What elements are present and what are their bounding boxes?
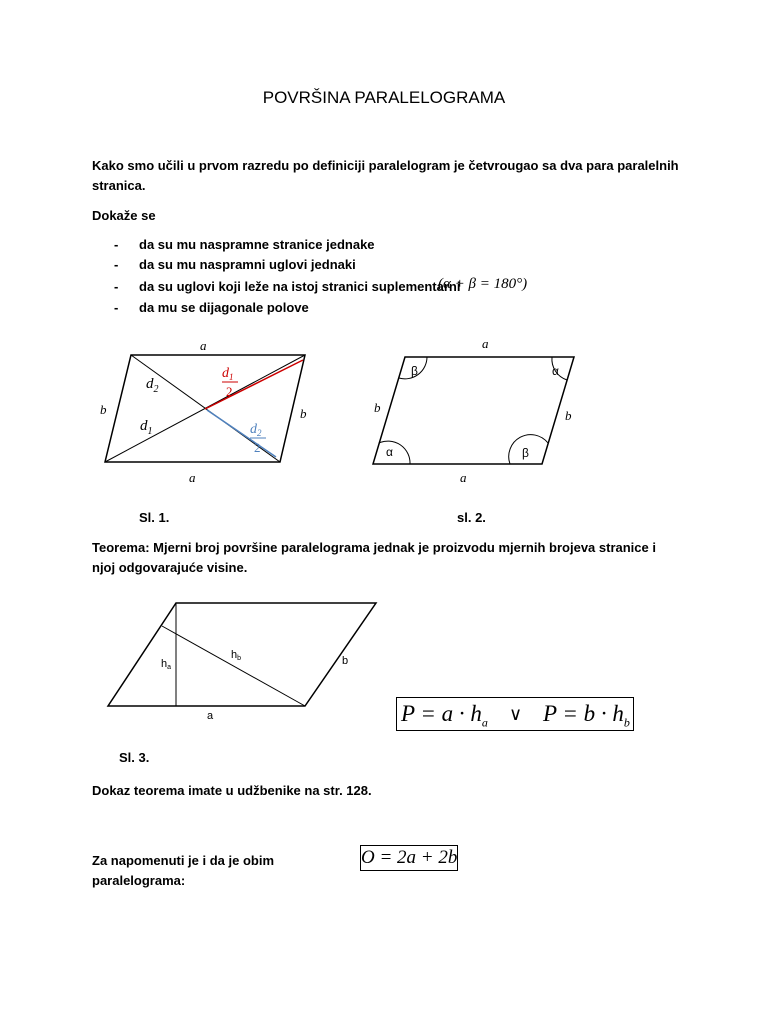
fig3-label-hb: hb — [231, 649, 242, 662]
fig1-side-a-top: a — [200, 338, 207, 353]
fig3-parallelogram — [108, 603, 376, 706]
area-formula-box — [396, 697, 634, 731]
perimeter-formula-box: O = 2a + 2b — [360, 845, 458, 871]
proof-note: Dokaz teorema imate u udžbenike na str. 128. — [92, 783, 372, 798]
bullet-dash: - — [114, 300, 119, 315]
svg-text:d2: $d_2$ — [250, 422, 262, 438]
fig2-label-alpha-1: α — [552, 364, 559, 378]
svg-text:2: 2 — [254, 440, 261, 455]
figure-1-diagonals — [0, 330, 340, 500]
bullet-dash: - — [114, 237, 119, 252]
bullet-item: da su uglovi koji leže na istoj stranici suplementarni — [139, 279, 461, 294]
fig2-arc-alpha-bottom-left — [379, 441, 410, 464]
supplementary-formula: (α + β = 180°) — [438, 276, 528, 292]
figure-3-heights — [95, 590, 385, 725]
fig1-side-b-left: b — [100, 402, 107, 417]
fig1-side-a-bottom: a — [189, 470, 196, 485]
figure-2-caption: sl. 2. — [457, 510, 486, 525]
bullet-dash: - — [114, 257, 119, 272]
or-symbol: ∨ — [509, 704, 523, 724]
bullet-item: da su mu naspramne stranice jednake — [139, 237, 375, 252]
fig2-parallelogram — [373, 357, 574, 464]
figure-1-caption: Sl. 1. — [139, 510, 170, 525]
area-formula-part-1: $P = a \cdot h_a$ — [401, 701, 488, 730]
fig1-label-d1: $d_1$ — [140, 418, 153, 437]
figure-2-angles — [360, 330, 590, 500]
fig3-label-b: b — [342, 655, 349, 667]
fig3-label-a: a — [207, 710, 214, 722]
fig2-label-alpha-2: α — [386, 445, 393, 459]
bullet-dash: - — [114, 279, 119, 294]
perimeter-note: Za napomenuti je i da je obim paralelograma: — [92, 853, 275, 888]
fig2-side-a-top: a — [482, 336, 489, 351]
fig2-side-b-left: b — [374, 400, 381, 415]
bullet-item: da mu se dijagonale polove — [139, 300, 309, 315]
fig3-height-hb — [162, 626, 305, 706]
svg-text:2: 2 — [226, 384, 233, 399]
fig1-side-b-right: b — [300, 406, 307, 421]
fig2-side-b-right: b — [565, 408, 572, 423]
figure-3-caption: Sl. 3. — [119, 750, 150, 765]
fig1-label-d2: $d_2$ — [146, 376, 159, 395]
fig1-half-d1-line — [205, 360, 303, 409]
fig1-half-d2-line — [207, 410, 276, 457]
theorem-paragraph: Teorema: Mjerni broj površine paralelograma jednak je proizvodu mjernih brojeva stranice i njoj odgovarajuće visine. — [92, 540, 656, 575]
proves-heading: Dokaže se — [92, 208, 156, 223]
page-title: POVRŠINA PARALELOGRAMA — [262, 88, 506, 107]
bullet-item: da su mu naspramni uglovi jednaki — [139, 257, 356, 272]
fig2-label-beta-1: β — [411, 364, 418, 378]
area-formula-part-2: $P = b \cdot h_b$ — [543, 701, 630, 730]
intro-paragraph: Kako smo učili u prvom razredu po definiciji paralelogram je četvrougao sa dva para paralelnih stranica. — [92, 158, 679, 193]
fig3-label-ha: ha — [161, 658, 172, 671]
fig2-side-a-bottom: a — [460, 470, 467, 485]
fig2-label-beta-2: β — [522, 446, 529, 460]
svg-text:d1: $d_1$ — [222, 366, 234, 382]
